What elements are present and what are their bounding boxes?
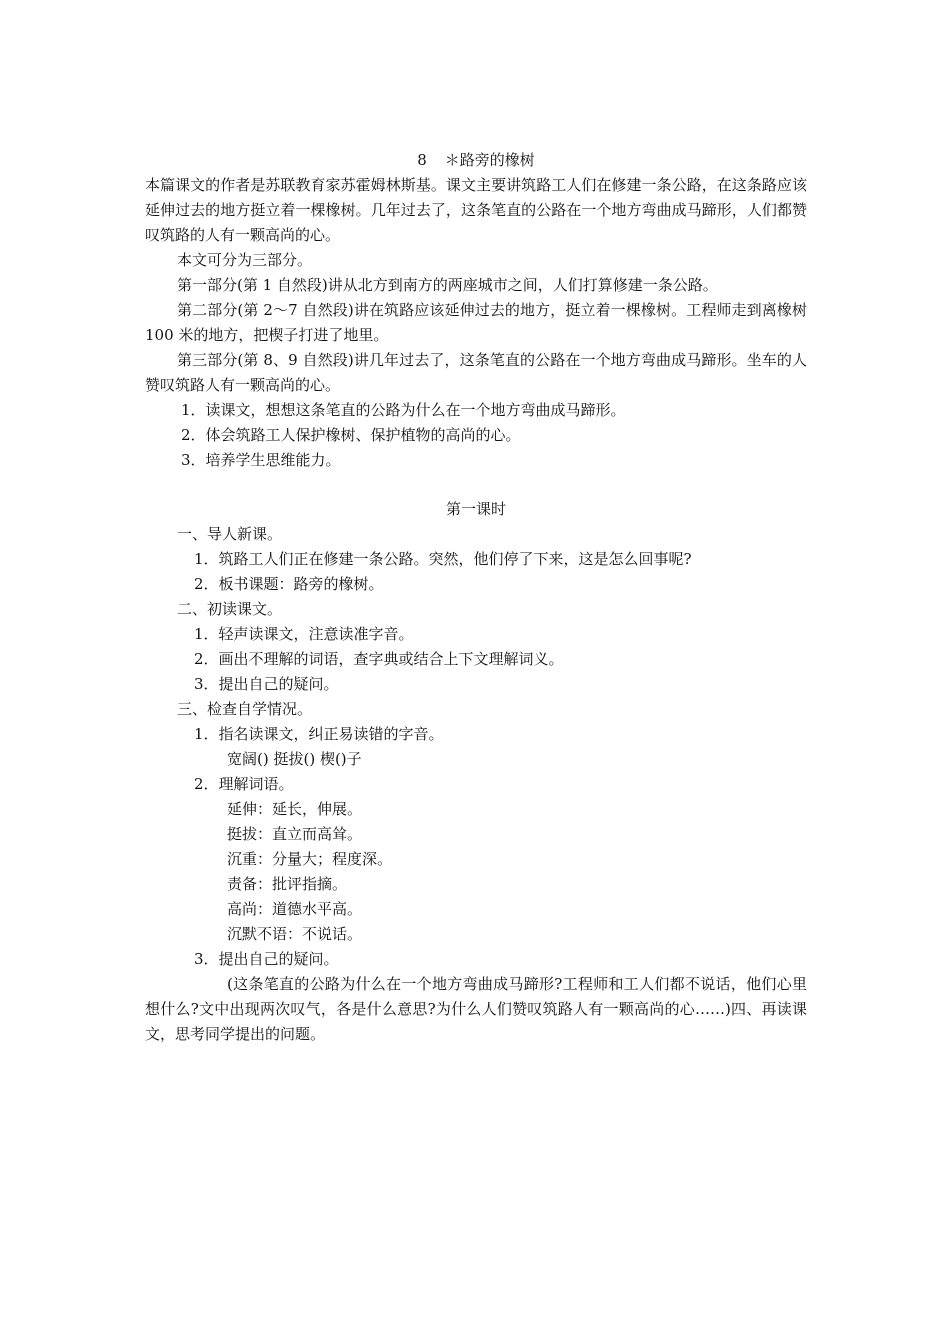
section-3-item-1: 1．指名读课文，纠正易读错的字音。 — [194, 725, 444, 743]
lesson-number: 8 — [417, 151, 427, 169]
section-2-item-2: 2．画出不理解的词语，查字典或结合上下文理解词义。 — [194, 650, 564, 668]
section-3-title: 三、检查自学情况。 — [177, 700, 313, 718]
student-questions: (这条笔直的公路为什么在一个地方弯曲成马蹄形?工程师和工人们都不说话，他们心里想什么?文中出现两次叹气，各是什么意思?为什么人们赞叹筑路人有一颗高尚的心……)四、再读课文，思考同学提出的问题。 — [145, 975, 807, 1043]
pronunciation-words: 宽阔() 挺拔() 楔()子 — [227, 750, 362, 768]
lesson-title: ＊路旁的橡树 — [444, 151, 535, 169]
vocab-item: 挺拔：直立而高耸。 — [227, 825, 363, 843]
section-1-title: 一、导人新课。 — [177, 525, 283, 543]
vocab-item: 沉默不语：不说话。 — [227, 925, 363, 943]
section-2-item-3: 3．提出自己的疑问。 — [194, 675, 339, 693]
section-1-item-2: 2．板书课题：路旁的橡树。 — [194, 575, 384, 593]
section-3-item-2: 2．理解词语。 — [194, 775, 294, 793]
part-1: 第一部分(第 1 自然段)讲从北方到南方的两座城市之间，人们打算修建一条公路。 — [177, 276, 718, 294]
parts-intro: 本文可分为三部分。 — [177, 251, 313, 269]
goal-1: 1．读课文，想想这条笔直的公路为什么在一个地方弯曲成马蹄形。 — [181, 401, 626, 419]
document-title — [145, 148, 807, 173]
goal-2: 2．体会筑路工人保护橡树、保护植物的高尚的心。 — [181, 426, 521, 444]
document-page — [145, 148, 807, 1047]
vocab-item: 高尚：道德水平高。 — [227, 900, 363, 918]
part-2: 第二部分(第 2～7 自然段)讲在筑路应该延伸过去的地方，挺立着一棵橡树。工程师走到离橡树 100 米的地方，把楔子打进了地里。 — [145, 301, 807, 344]
part-3: 第三部分(第 8、9 自然段)讲几年过去了，这条笔直的公路在一个地方弯曲成马蹄形。坐车的人赞叹筑路人有一颗高尚的心。 — [145, 351, 807, 394]
goal-3: 3．培养学生思维能力。 — [181, 451, 341, 469]
lesson-heading: 第一课时 — [445, 500, 506, 518]
section-3-item-3: 3．提出自己的疑问。 — [194, 950, 339, 968]
spacer — [145, 473, 807, 497]
section-2-title: 二、初读课文。 — [177, 600, 283, 618]
vocab-item: 延伸：延长，伸展。 — [227, 800, 363, 818]
vocab-item: 沉重：分量大；程度深。 — [227, 850, 393, 868]
section-1-item-1: 1．筑路工人们正在修建一条公路。突然，他们停了下来，这是怎么回事呢? — [194, 550, 692, 568]
intro-summary: 本篇课文的作者是苏联教育家苏霍姆林斯基。课文主要讲筑路工人们在修建一条公路，在这条路应该延伸过去的地方挺立着一棵橡树。几年过去了，这条笔直的公路在一个地方弯曲成马蹄形，人们都赞叹筑路的人有一颗高尚的心。 — [145, 176, 807, 244]
section-2-item-1: 1．轻声读课文，注意读准字音。 — [194, 625, 414, 643]
vocab-item: 责备：批评指摘。 — [227, 875, 348, 893]
